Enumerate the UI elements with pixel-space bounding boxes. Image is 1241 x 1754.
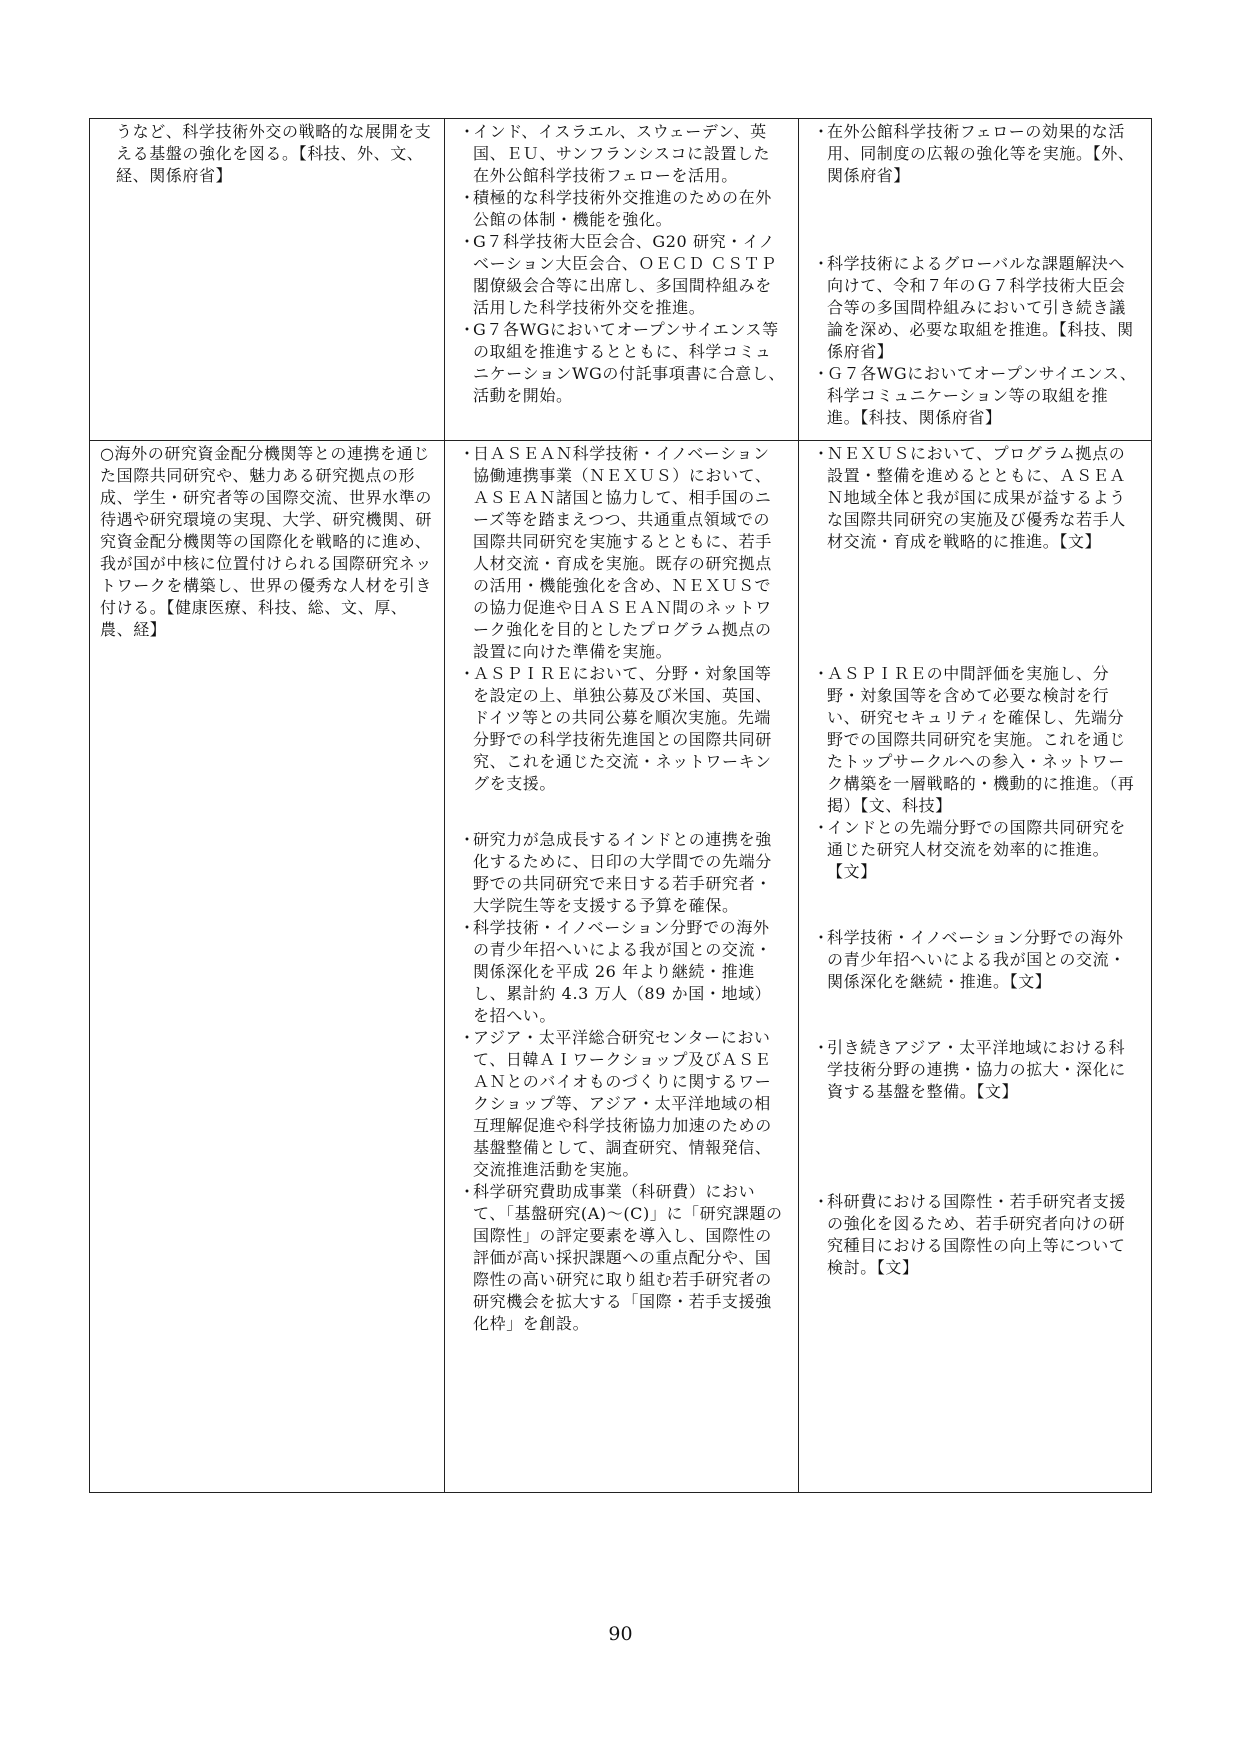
list-item: ・ 科研費における国際性・若手研究者支援の強化を図るため、若手研究者向けの研究種目における国際性の向上等について検討。【文】: [813, 1192, 1126, 1277]
measure-text: ○海外の研究資金配分機関等との連携を通じた国際共同研究や、魅力ある研究拠点の形成、学生・研究者等の国際交流、世界水準の待遇や研究環境の実現、大学、研究機関、研究資金配分機関等の国際化を戦略的に進め、我が国が中核に位置付けられる国際研究ネットワークを構築し、世界の優秀な人材を引き付ける。【健康医療、科技、総、文、厚、農、経】: [100, 444, 433, 639]
list-item: ・ 研究力が急成長するインドとの連携を強化するために、日印の大学間での先端分野での共同研究で来日する若手研究者・大学院生等を支援する予算を確保。: [459, 830, 772, 915]
plans-cell: [799, 119, 1152, 441]
table-row: [90, 119, 1152, 441]
list-item: ・ ＡＳＰＩＲＥにおいて、分野・対象国等を設定の上、単独公募及び米国、英国、ドイツ等との共同公募を順次実施。先端分野での科学技術先進国との国際共同研究、これを通じた交流・ネットワーキングを支援。: [459, 664, 772, 793]
plans-cell: [799, 441, 1152, 1493]
policy-table: [89, 118, 1152, 1493]
list-item: ・ アジア・太平洋総合研究センターにおいて、日韓ＡＩワークショップ及びＡＳＥＡＮとのバイオものづくりに関するワークショップ等、アジア・太平洋地域の相互理解促進や科学技術協力加速のための基盤整備として、調査研究、情報発信、交流推進活動を実施。: [459, 1028, 772, 1179]
list-item: ・ 科学研究費助成事業（科研費）において、「基盤研究(A)～(C)」に「研究課題の国際性」の評定要素を導入し、国際性の評価が高い採択課題への重点配分や、国際性の高い研究に取り組む若手研究者の研究機会を拡大する「国際・若手支援強化枠」を創設。: [459, 1182, 783, 1333]
measure-cell: [90, 119, 445, 441]
list-item: ・ ＮＥＸＵＳにおいて、プログラム拠点の設置・整備を進めるとともに、ＡＳＥＡＮ地域全体と我が国に成果が益するような国際共同研究の実施及び優秀な若手人材交流・育成を戦略的に推進。【文】: [813, 444, 1126, 551]
list-item: ・ インド、イスラエル、スウェーデン、英国、ＥＵ、サンフランシスコに設置した在外公館科学技術フェローを活用。: [459, 122, 771, 185]
measure-cell: [90, 441, 445, 1493]
list-item: ・ 引き続きアジア・太平洋地域における科学技術分野の連携・協力の拡大・深化に資する基盤を整備。【文】: [813, 1038, 1126, 1101]
achievements-cell: [445, 441, 799, 1493]
list-item: ・ 日ＡＳＥＡＮ科学技術・イノベーション協働連携事業（ＮＥＸＵＳ）において、ＡＳＥＡＮ諸国と協力して、相手国のニーズ等を踏まえつつ、共通重点領域での国際共同研究を実施するとともに、若手人材交流・育成を実施。既存の研究拠点の活用・機能強化を含め、ＮＥＸＵＳでの協力促進や日ＡＳＥＡＮ間のネットワーク強化を目的としたプログラム拠点の設置に向けた準備を実施。: [459, 444, 772, 661]
achievements-cell: [445, 119, 799, 441]
list-item: ・ 在外公館科学技術フェローの効果的な活用、同制度の広報の強化等を実施。【外、関係府省】: [813, 122, 1135, 185]
list-item: ・ G７各WGにおいてオープンサイエンス等の取組を推進するとともに、科学コミュニケーションWGの付託事項書に合意し、活動を開始。: [459, 320, 785, 405]
list-item: ・ Ｇ７各WGにおいてオープンサイエンス、科学コミュニケーション等の取組を推進。【科技、関係府省】: [813, 364, 1137, 427]
list-item: ・ 科学技術・イノベーション分野での海外の青少年招へいによる我が国との交流・関係深化を平成 26 年より継続・推進し、累計約 4.3 万人（89 か国・地域）を招へい。: [459, 918, 772, 1025]
list-item: ・ 科学技術によるグローバルな課題解決へ向けて、令和７年のＧ７科学技術大臣会合等の多国間枠組みにおいて引き続き議論を深め、必要な取組を推進。【科技、関係府省】: [813, 254, 1134, 361]
table-row: [90, 441, 1152, 1493]
list-item: ・ G７科学技術大臣会合、G20 研究・イノベーション大臣会合、ＯＥＣＤ ＣＳＴＰ閣僚級会合等に出席し、多国間枠組みを活用した科学技術外交を推進。: [459, 232, 777, 317]
list-item: ・ インドとの先端分野での国際共同研究を通じた研究人材交流を効率的に推進。【文】: [813, 818, 1126, 881]
list-item: ・ 積極的な科学技術外交推進のための在外公館の体制・機能を強化。: [459, 188, 772, 229]
list-item: ・ ＡＳＰＩＲＥの中間評価を実施し、分野・対象国等を含めて必要な検討を行い、研究セキュリティを確保し、先端分野での国際共同研究を実施。これを通じたトップサークルへの参入・ネットワーク構築を一層戦略的・機動的に推進。（再掲）【文、科技】: [813, 664, 1135, 815]
page-number: 90: [608, 1623, 633, 1645]
list-item: ・ 科学技術・イノベーション分野での海外の青少年招へいによる我が国との交流・関係深化を継続・推進。【文】: [813, 928, 1126, 991]
measure-text: うなど、科学技術外交の戦略的な展開を支える基盤の強化を図る。【科技、外、文、経、関係府省】: [116, 122, 432, 185]
